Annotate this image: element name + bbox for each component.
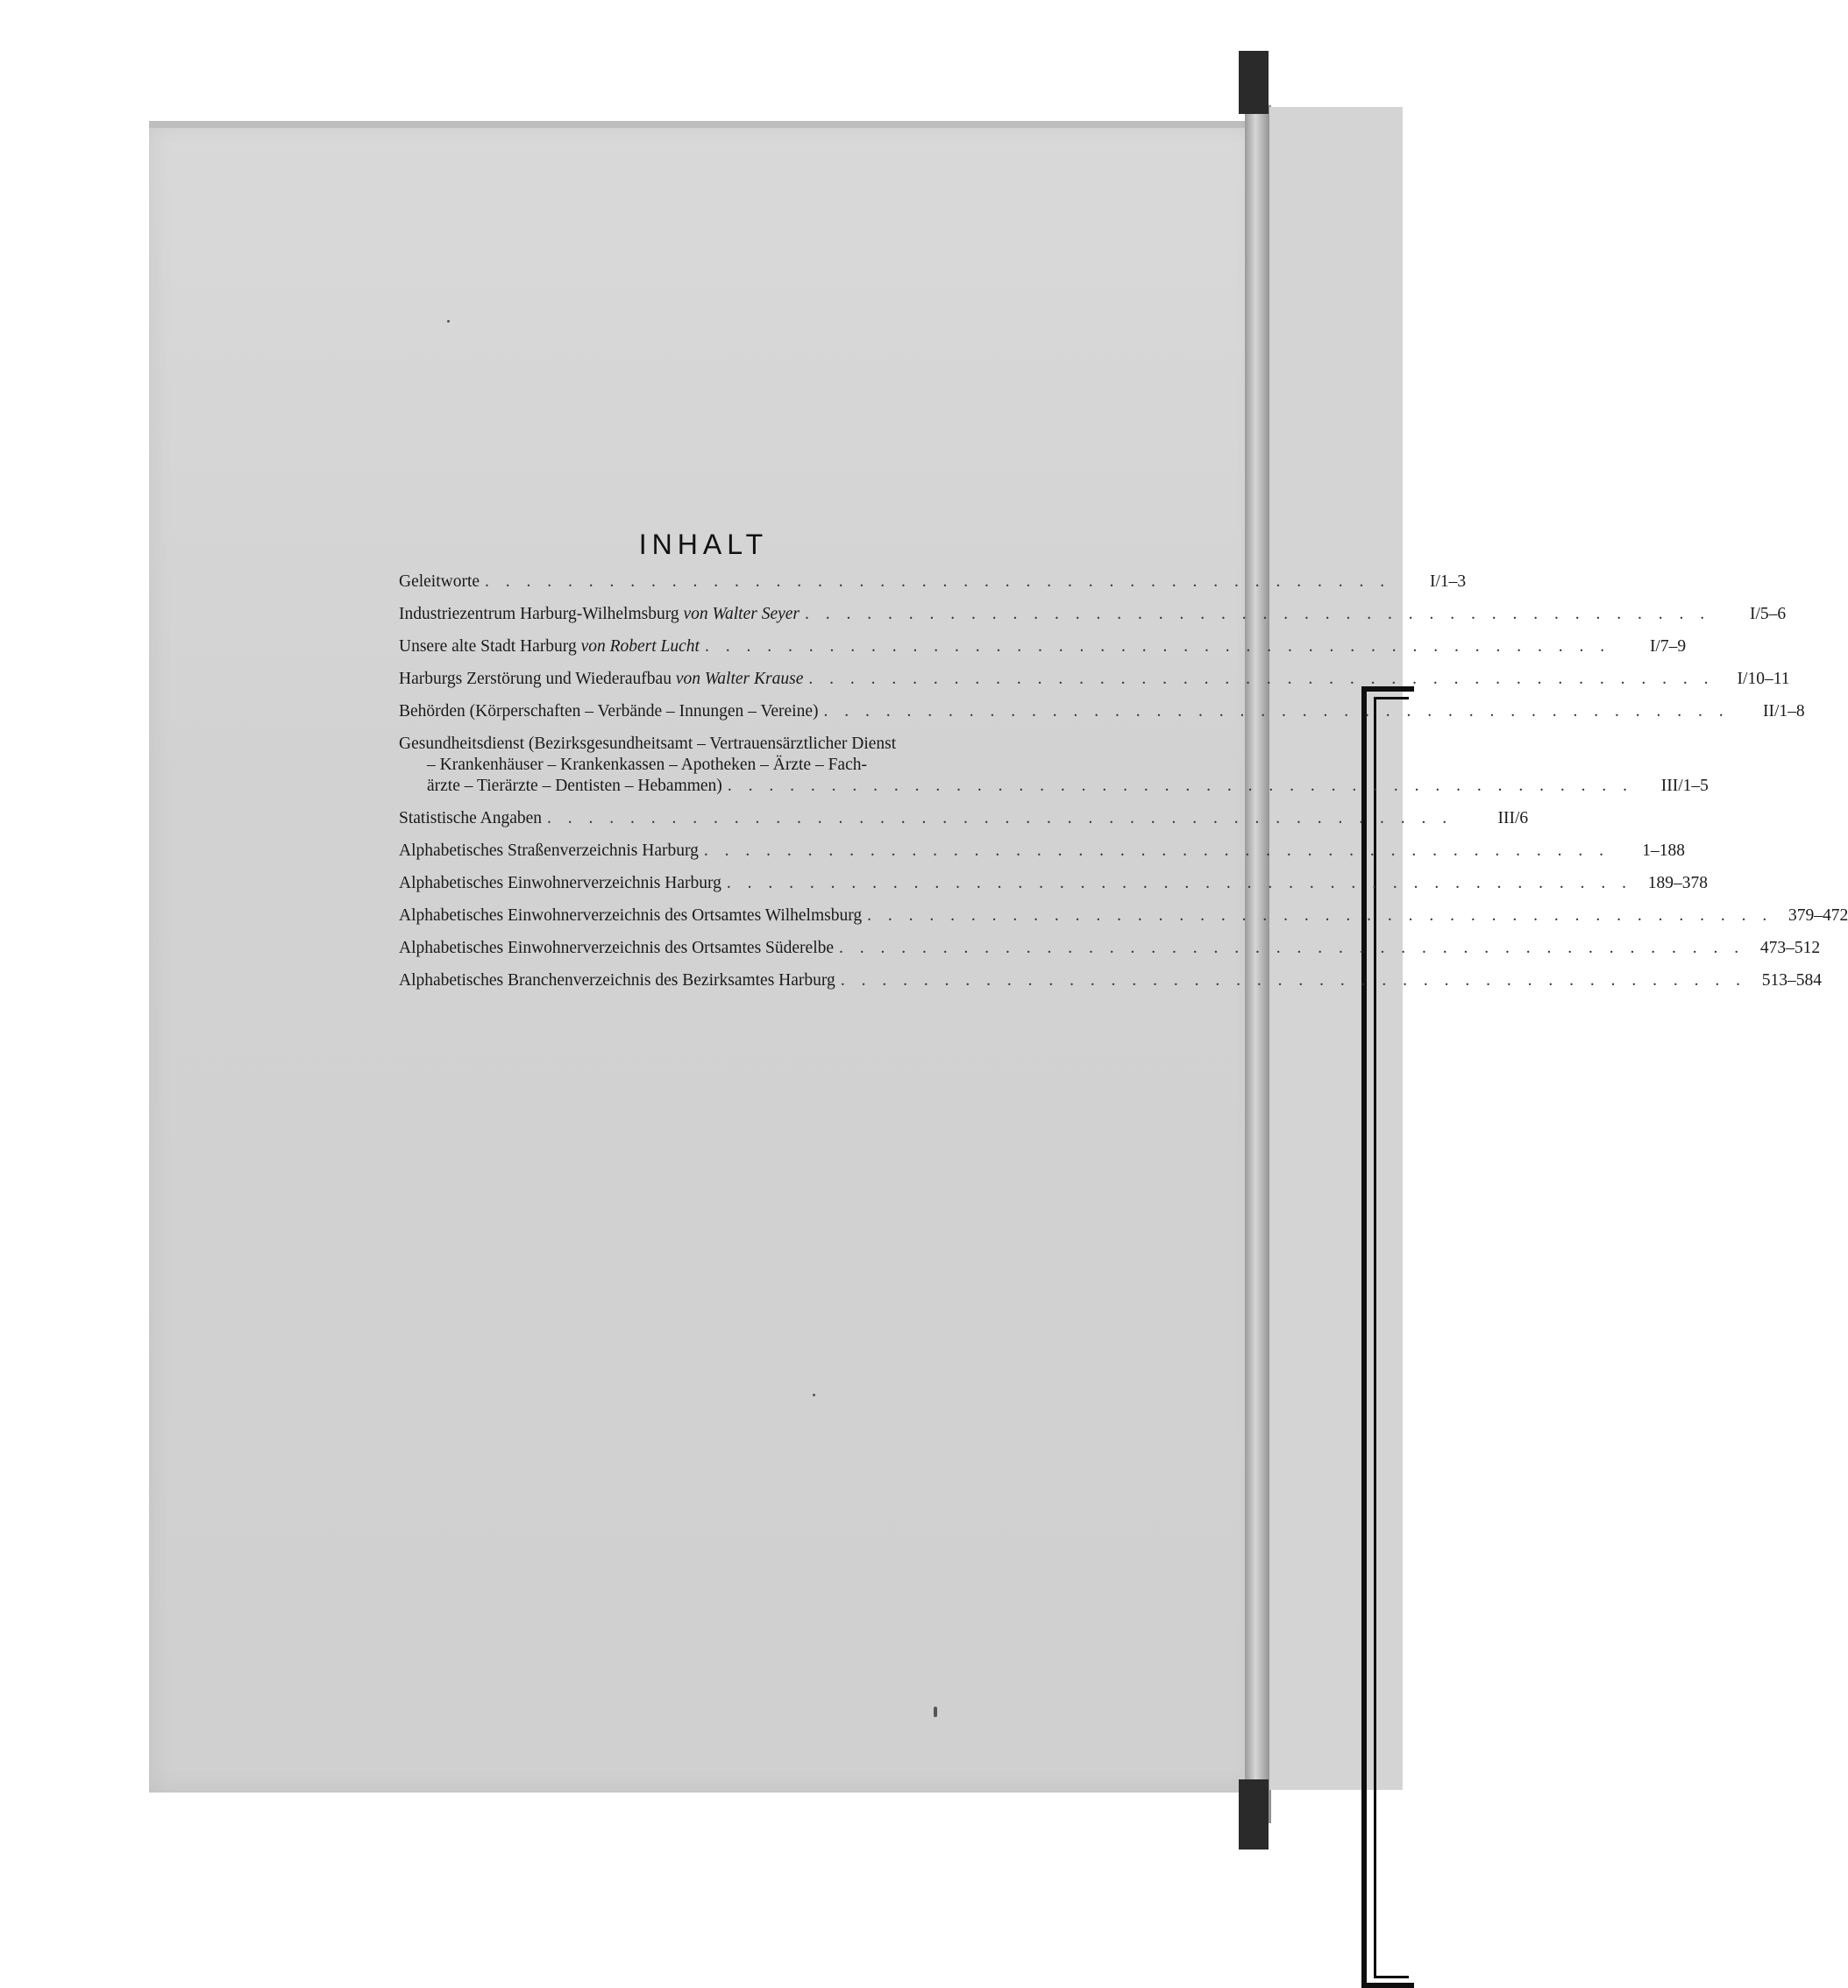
toc-page-ref: 379–472 [1788, 906, 1848, 925]
leader-dots: . . . . . . . . . . . . . . . . . . . . . . . . . . . . . . . . . . . . . . . . . . . . [703, 841, 1610, 860]
scan-speck [934, 1707, 937, 1717]
toc-page-ref: I/1–3 [1430, 572, 1467, 591]
toc-entry-title: Alphabetisches Einwohnerverzeichnis des Ortsamtes Wilhelmsburg [399, 906, 863, 925]
toc-entry [399, 905, 1848, 927]
leader-dots: . . . . . . . . . . . . . . . . . . . . . . . . . . . . . . . . . . . . . . . . . . . . [547, 809, 1454, 827]
toc-entry [399, 841, 1685, 862]
leader-dots: . . . . . . . . . . . . . . . . . . . . . . . . . . . . . . . . . . . . . . . . . . . . [840, 971, 1746, 990]
toc-page-ref: 1–188 [1642, 841, 1685, 860]
toc-entry-title-continued: ärzte – Tierärzte – Dentisten – Hebammen) [427, 777, 722, 795]
toc-entry [399, 734, 1709, 797]
toc-page-ref: III/1–5 [1660, 777, 1709, 795]
toc-entry-author: von Walter Krause [675, 670, 804, 688]
toc-entry-title: Gesundheitsdienst (Bezirksgesundheitsamt – Vertrauensärztlicher Dienst [399, 735, 897, 753]
book-spine [1245, 105, 1271, 1823]
toc-page-ref: II/1–8 [1762, 702, 1805, 721]
leader-dots: . . . . . . . . . . . . . . . . . . . . . . . . . . . . . . . . . . . . . . . . . . . . [805, 605, 1711, 623]
toc-page-ref: I/10–11 [1737, 670, 1790, 688]
toc-entry [399, 701, 1805, 722]
toc-entry [399, 808, 1529, 829]
toc-entry [399, 970, 1822, 991]
toc-entry [399, 636, 1687, 657]
leader-dots: . . . . . . . . . . . . . . . . . . . . . . . . . . . . . . . . . . . . . . . . . . . . [823, 702, 1730, 721]
toc-entry-title: Industriezentrum Harburg-Wilhelmsburg [399, 605, 684, 623]
leader-dots: . . . . . . . . . . . . . . . . . . . . . . . . . . . . . . . . . . . . . . . . . . . . [485, 572, 1391, 591]
leader-dots: . . . . . . . . . . . . . . . . . . . . . . . . . . . . . . . . . . . . . . . . . . . . [726, 874, 1632, 892]
leader-dots: . . . . . . . . . . . . . . . . . . . . . . . . . . . . . . . . . . . . . . . . . . . . [867, 906, 1773, 925]
toc-entry-title-continued: – Krankenhäuser – Krankenkassen – Apotheken – Ärzte – Fach- [427, 756, 867, 774]
toc-entry-author: von Robert Lucht [580, 637, 700, 656]
toc-entry-title: Statistische Angaben [399, 809, 543, 827]
leader-dots: . . . . . . . . . . . . . . . . . . . . . . . . . . . . . . . . . . . . . . . . . . . . [727, 777, 1633, 795]
page-title: INHALT [638, 529, 769, 561]
leader-dots: . . . . . . . . . . . . . . . . . . . . . . . . . . . . . . . . . . . . . . . . . . . . [808, 670, 1715, 688]
leader-dots: . . . . . . . . . . . . . . . . . . . . . . . . . . . . . . . . . . . . . . . . . . . . [839, 939, 1745, 957]
toc-entry [399, 572, 1467, 593]
leader-dots: . . . . . . . . . . . . . . . . . . . . . . . . . . . . . . . . . . . . . . . . . . . . [704, 637, 1611, 656]
toc-entry-title: Alphabetisches Einwohnerverzeichnis des Ortsamtes Süderelbe [399, 939, 835, 957]
toc-entry-title: Harburgs Zerstörung und Wiederaufbau [399, 670, 676, 688]
toc-page-ref: 513–584 [1761, 971, 1822, 990]
toc-entry-title: Geleitworte [399, 572, 480, 591]
binding-clip-top [1239, 51, 1269, 114]
toc-entry [399, 938, 1821, 959]
toc-page-ref: I/7–9 [1649, 637, 1687, 656]
toc-entry-title: Behörden (Körperschaften – Verbände – Innungen – Vereine) [399, 702, 819, 721]
binding-clip-bottom [1239, 1779, 1269, 1850]
table-of-contents [399, 572, 1848, 1003]
toc-entry-title: Alphabetisches Einwohnerverzeichnis Harburg [399, 874, 721, 892]
toc-page-ref: 189–378 [1647, 874, 1708, 892]
toc-page-ref: III/6 [1497, 809, 1529, 827]
toc-entry-title: Alphabetisches Branchenverzeichnis des Bezirksamtes Harburg [399, 971, 835, 990]
toc-entry [399, 873, 1708, 894]
toc-entry-title: Unsere alte Stadt Harburg [399, 637, 581, 656]
scan-speck [813, 1394, 815, 1396]
toc-page-ref: 473–512 [1759, 939, 1821, 957]
toc-entry-title: Alphabetisches Straßenverzeichnis Harburg [399, 841, 699, 860]
scan-speck [447, 320, 450, 323]
toc-entry [399, 669, 1790, 690]
page-edge [149, 121, 1258, 128]
toc-entry [399, 604, 1787, 625]
toc-page-ref: I/5–6 [1749, 605, 1787, 623]
toc-entry-author: von Walter Seyer [683, 605, 800, 623]
